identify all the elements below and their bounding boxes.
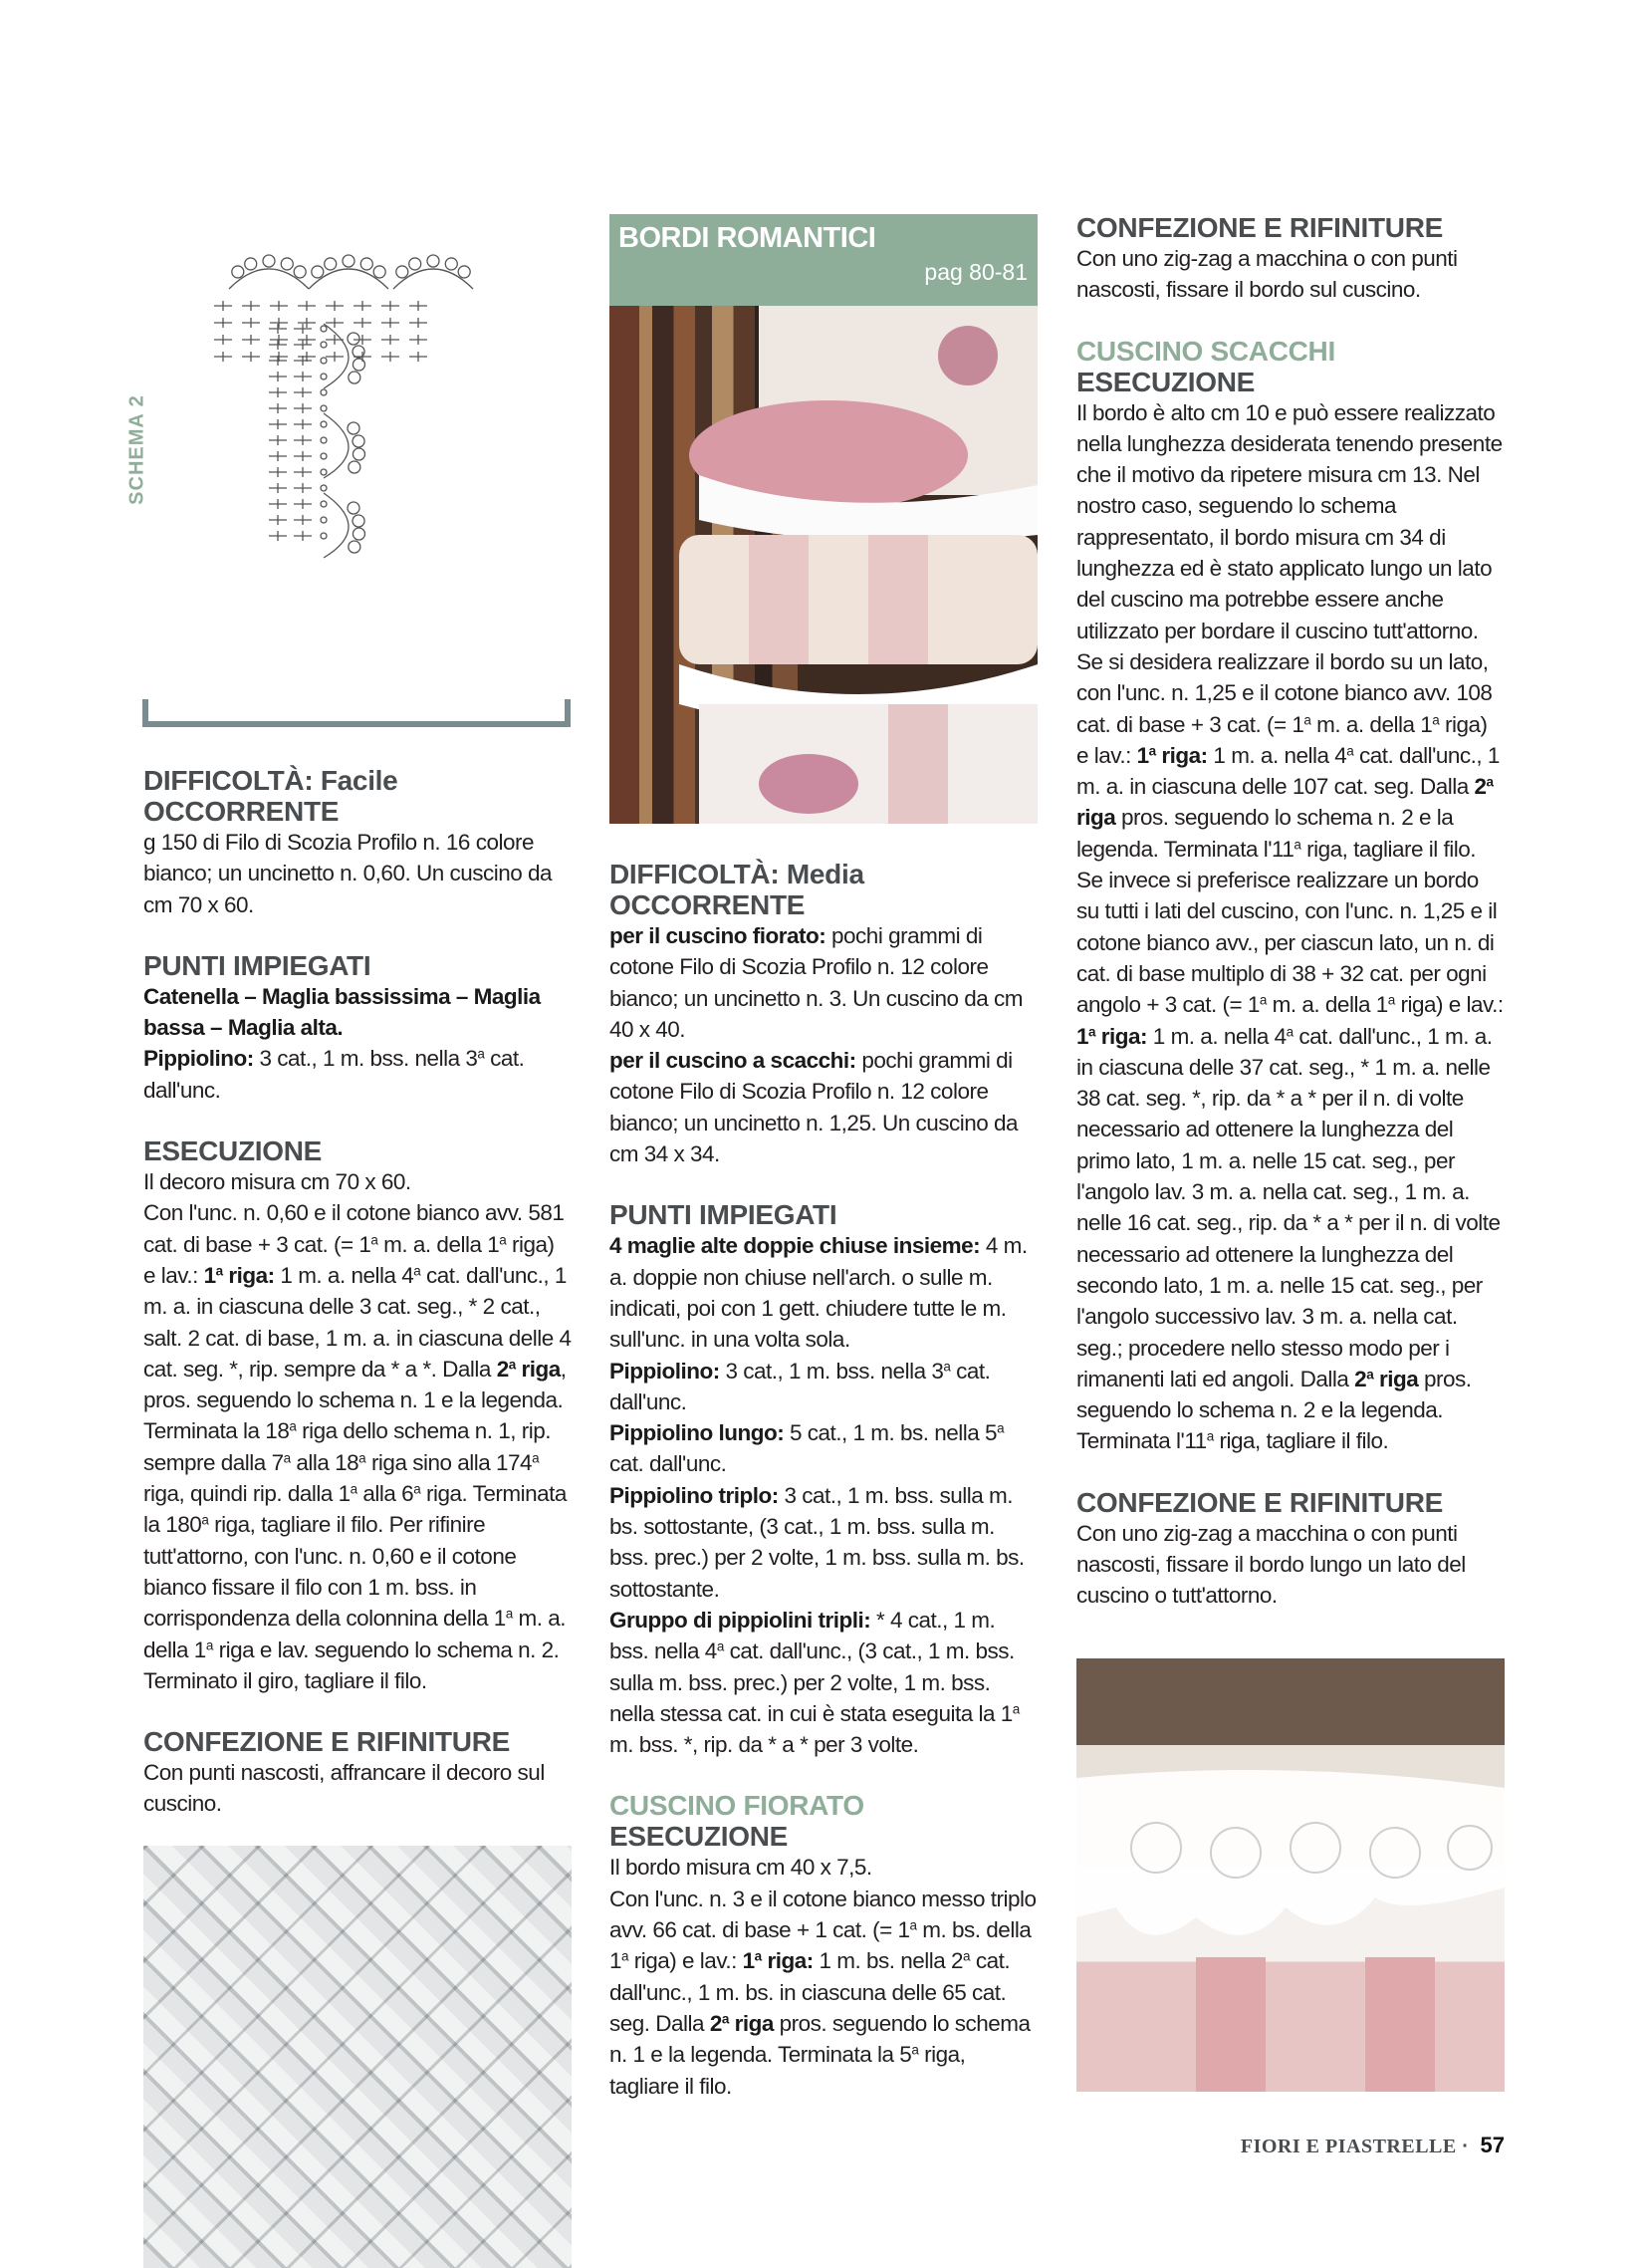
- occorrente-text: g 150 di Filo di Scozia Profilo n. 16 colore bianco; un uncinetto n. 0,60. Un cuscino da cm 70 x 60.: [143, 830, 553, 917]
- pippiolino-text: cat. dall'unc.: [143, 1046, 525, 1103]
- checkered-pillow-photo: [1076, 1658, 1505, 2092]
- crochet-schema-diagram: [139, 239, 578, 737]
- occorrente-title: OCCORRENTE: [143, 796, 340, 827]
- esecuzione-title: ESECUZIONE: [143, 1135, 323, 1167]
- section-title: BORDI ROMANTICI: [618, 222, 876, 254]
- confezione-text-2: Con uno zig-zag a macchina o con punti nascosti, fissare il bordo lungo un lato del cuscino o tutt'attorno.: [1076, 1520, 1466, 1609]
- esecuzione-text-2: Con l'unc. n. 0,60 e il cotone bianco avv. 581 cat. di base + 3 cat. (= $1^a$ m. a. della 1$^a$ riga) e lav.: 1$^a$ riga: 1 m. a. nella 4$^a$ cat. dall'unc., 1 m. a. in ciascuna delle 3 cat. seg., * 2 cat., salt. 2 cat. di base, 1 m. a. in ciascuna delle 4 cat. seg. *, rip. sempre da * a *. Dalla 2$^a$ riga, pros. seguendo lo schema n. 1 e la legenda. Terminata la 18$^a$ riga dello schema n. 1, rip. sempre dalla 7$^a$ alla 18$^a$ riga sino alla 174$^a$ riga, quindi rip. dalla 1$^a$ alla 6$^a$ riga. Terminata la 180$^a$ riga, tagliare il filo. Per rifinire tutt'attorno, con l'unc. n. 0,60 e il cotone bianco fissare il filo con 1 m. bss. in corrispondenza della colonnina della 1$^a$ m. a. della 1$^a$ riga e lav. seguendo lo schema n. 2. Terminato il giro, tagliare il filo.: [143, 1200, 572, 1693]
- fiorato-text-2: Con l'unc. n. 3 e il cotone bianco messo triplo avv. 66 cat. di base + 1 cat. (= $1^a$ m. bs. della 1$^a$ riga) e lav.: 1$^a$ riga: 1 m. bs. nella 2$^a$ cat. dall'unc., 1 m. bs. in ciascuna delle 65 cat. seg. Dalla 2$^a$ riga pros. seguendo lo schema n. 1 e la legenda. Terminata la 5$^a$ riga, tagliare il filo.: [609, 1886, 1037, 2099]
- column-right: [1076, 212, 1505, 1612]
- pillows-illustration: [609, 306, 1038, 824]
- difficulty-value: Media: [786, 859, 864, 889]
- punto-maglie-alte: 4 maglie alte doppie chiuse insieme: 4 m. a. doppie non chiuse nell'arch. o sulle m. indicati, poi con 1 gett. chiudere tutte le m. sull'unc. in una volta sola.: [609, 1233, 1028, 1353]
- schema-label: SCHEMA 2: [125, 394, 148, 505]
- occorrente-scacchi: per il cuscino a scacchi: pochi grammi di cotone Filo di Scozia Profilo n. 12 colore bianco; un uncinetto n. 1,25. Un cuscino da cm 34 x 34.: [609, 1048, 1019, 1167]
- confezione-title: CONFEZIONE E RIFINITURE: [1076, 212, 1443, 243]
- page-footer: [1241, 2133, 1505, 2158]
- difficulty-value: Facile: [320, 765, 398, 796]
- punto-pippiolino-triplo: Pippiolino triplo: 3 cat., 1 m. bss. sulla m. bs. sottostante, (3 cat., 1 m. bss. sulla m. bss. prec.) per 2 volte, 1 m. bss. sulla m. bs. sottostante.: [609, 1482, 1025, 1602]
- punti-title: PUNTI IMPIEGATI: [143, 949, 371, 981]
- confezione-title-2: CONFEZIONE E RIFINITURE: [1076, 1486, 1443, 1518]
- difficulty-label: DIFFICOLTÀ:: [609, 859, 780, 889]
- punto-pippiolino-lungo: Pippiolino lungo: 5 cat., 1 m. bs. nella 5$^a$ cat. dall'unc.: [609, 1420, 1005, 1477]
- pillows-bookshelf-photo: [609, 306, 1038, 824]
- esecuzione-title: ESECUZIONE: [609, 1821, 789, 1853]
- punti-title: PUNTI IMPIEGATI: [609, 1199, 837, 1231]
- esecuzione-title: ESECUZIONE: [1076, 366, 1256, 397]
- confezione-text: Con uno zig-zag a macchina o con punti nascosti, fissare il bordo sul cuscino.: [1076, 246, 1458, 303]
- esecuzione-text-1: Il decoro misura cm 70 x 60.: [143, 1169, 411, 1195]
- pippiolino-text: 3 cat., 1 m. bss. nella 3: [253, 1046, 478, 1072]
- punto-pippiolino: Pippiolino: 3 cat., 1 m. bss. nella 3$^a$ cat. dall'unc.: [609, 1358, 991, 1414]
- scacchi-title: CUSCINO SCACCHI: [1076, 335, 1335, 367]
- lace-border-illustration: [1076, 1658, 1505, 2092]
- footer-separator: ·: [1462, 2136, 1469, 2157]
- column-left: [143, 765, 572, 1820]
- schema-bracket: [142, 699, 571, 727]
- sup: a: [477, 1047, 485, 1063]
- confezione-text: Con punti nascosti, affrancare il decoro sul cuscino.: [143, 1760, 545, 1817]
- scacchi-text-2: Se si desidera realizzare il bordo su un lato, con l'unc. n. 1,25 e il cotone bianco avv. 108 cat. di base + 3 cat. (= $1^a$ m. a. della 1$^a$ riga) e lav.: 1$^a$ riga: 1 m. a. nella 4$^a$ cat. dall'unc., 1 m. a. in ciascuna delle 107 cat. seg. Dalla 2$^a$ riga pros. seguendo lo schema n. 2 e la legenda. Terminata l'11$^a$ riga, tagliare il filo. Se invece si preferisce realizzare un bordo su tutti i lati del cuscino, con l'unc. n. 1,25 e il cotone bianco avv., per ciascun lato, un n. di cat. di base multiplo di 38 + 32 cat. per ogni angolo + 3 cat. (= $1^a$ m. a. della 1$^a$ riga) e lav.: 1$^a$ riga: 1 m. a. nella 4$^a$ cat. dall'unc., 1 m. a. in ciascuna delle 37 cat. seg., * 1 m. a. nelle 38 cat. seg. *, rip. da * a * per il n. di volte necessario ad ottenere la lunghezza del primo lato, 1 m. a. nelle 15 cat. seg., per l'angolo lav. 3 m. a. nella cat. seg., 1 m. a. nelle 16 cat. seg., rip. da * a * per il n. di volte necessario ad ottenere la lunghezza del secondo lato, 1 m. a. nelle 15 cat. seg., per l'angolo successivo lav. 3 m. a. nella cat. seg.; procedere nello stesso modo per i rimanenti lati ed angoli. Dalla 2$^a$ riga pros. seguendo lo schema n. 2 e la legenda. Terminata l'11$^a$ riga, tagliare il filo.: [1076, 648, 1504, 1454]
- scacchi-text-1: Il bordo è alto cm 10 e può essere realizzato nella lunghezza desiderata tenendo presente che il motivo da ripetere misura cm 13. Nel nostro caso, seguendo lo schema rappresentato, il bordo misura cm 34 di lunghezza ed è stato applicato lungo un lato del cuscino ma potrebbe essere anche utilizzato per bordare il cuscino tutt'attorno.: [1076, 399, 1503, 643]
- magazine-name: FIORI E PIASTRELLE: [1240, 2136, 1457, 2157]
- page-number: 57: [1480, 2133, 1505, 2157]
- occorrente-title: OCCORRENTE: [609, 889, 806, 920]
- occorrente-fiorato: per il cuscino fiorato: pochi grammi di cotone Filo di Scozia Profilo n. 12 colore bianco; un uncinetto n. 3. Un cuscino da cm 40 x 40.: [609, 923, 1024, 1042]
- difficulty-label: DIFFICOLTÀ:: [143, 765, 314, 796]
- column-middle: [609, 859, 1038, 2102]
- section-pages: pag 80-81: [924, 259, 1028, 285]
- fiorato-text-1: Il bordo misura cm 40 x 7,5.: [609, 1855, 872, 1881]
- punto-gruppo-pippiolini: Gruppo di pippiolini tripli: * 4 cat., 1 m. bss. nella 4$^a$ cat. dall'unc., (3 cat., 1 m. bss. sulla m. bss. prec.) per 2 volte, 1 m. bss. nella stessa cat. in cui è stata eseguita la 1$^a$ m. bss. *, rip. da * a * per 3 volte.: [609, 1607, 1020, 1758]
- confezione-title: CONFEZIONE E RIFINITURE: [143, 1726, 510, 1758]
- pippiolino-label: Pippiolino:: [143, 1046, 254, 1072]
- fiorato-title: CUSCINO FIORATO: [609, 1790, 864, 1822]
- section-header: [609, 214, 1038, 306]
- crochet-detail-photo: [143, 1846, 572, 2268]
- punti-list: Catenella – Maglia bassissima – Maglia bassa – Maglia alta.: [143, 983, 541, 1041]
